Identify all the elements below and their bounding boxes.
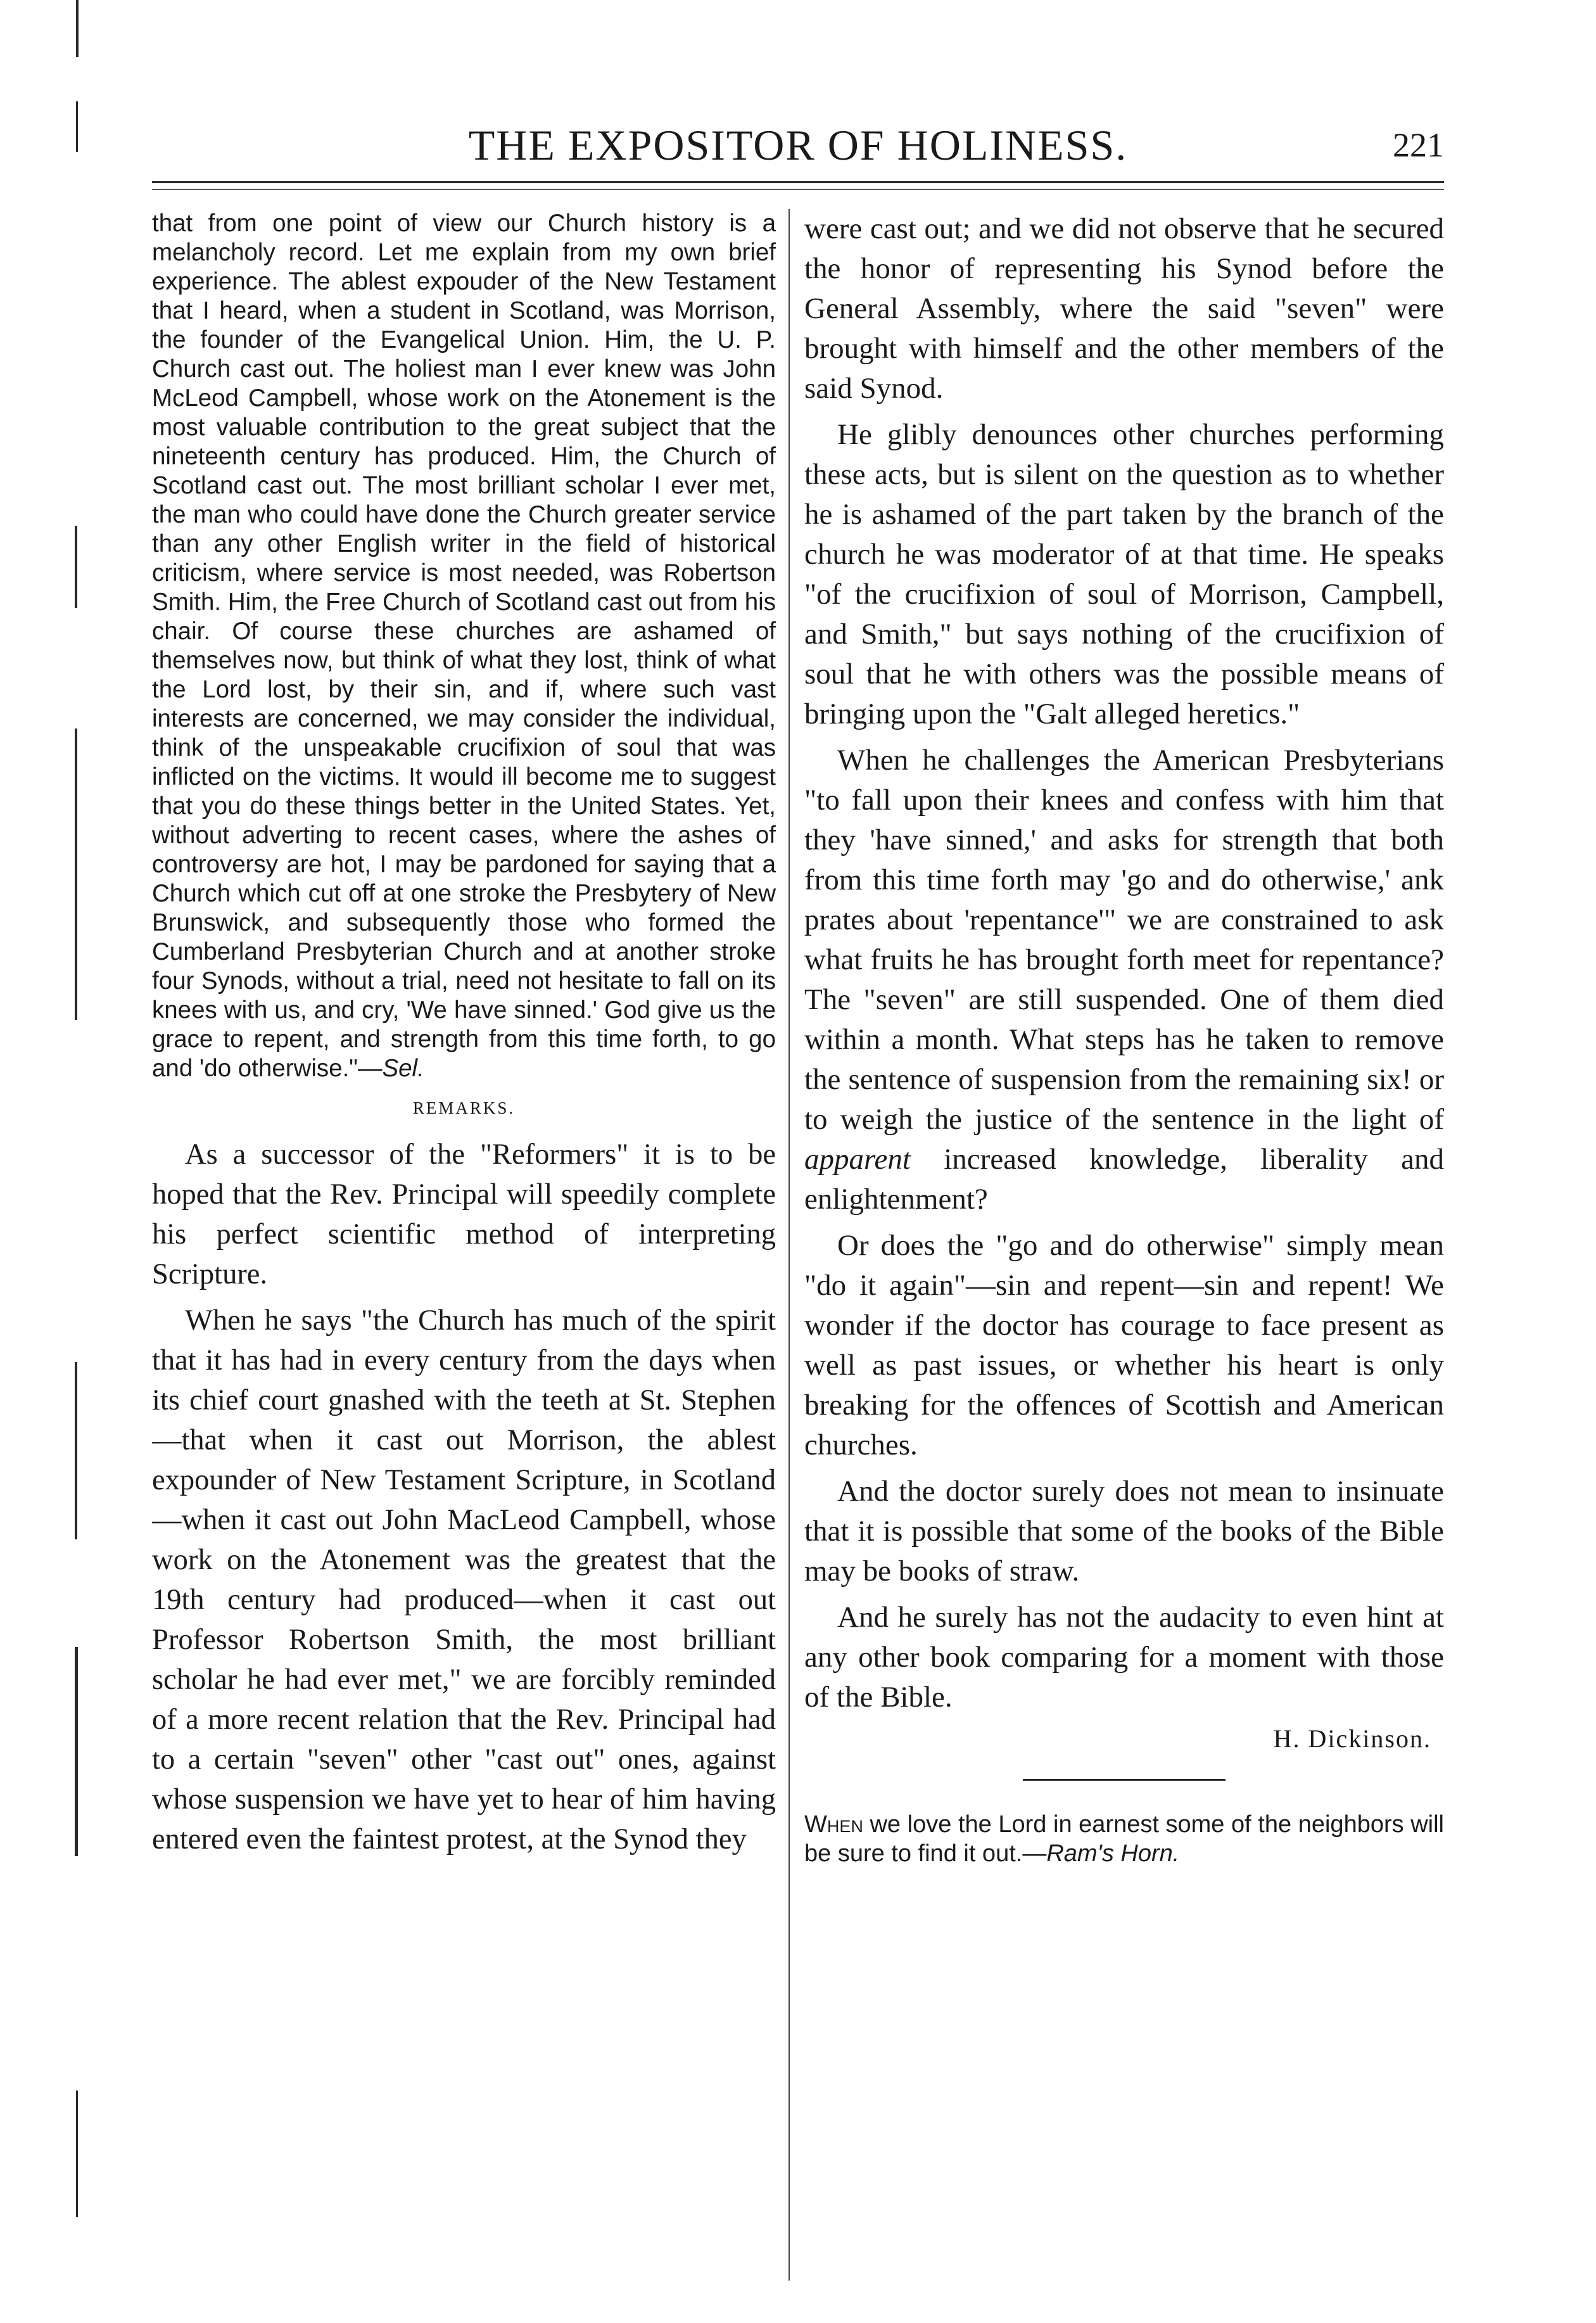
section-rule (1023, 1779, 1226, 1781)
body-paragraph: Or does the "go and do otherwise" simply mean "do it again"—sin and repent—sin and repent! We wonder if the doctor has courage to face present as well as past issues, or whether his heart is only breaking for the offences of Scottish and American churches. (804, 1229, 1444, 1461)
scan-mark (75, 729, 77, 1020)
page (152, 120, 1444, 2230)
filler-item (804, 1810, 1444, 1868)
quote-text: that from one point of view our Church history is a melancholy record. Let me explain from my own brief experience. The ablest expouder of the New Testament that I heard, when a student in Scotland, was Morrison, the founder of the Evangelical Union. Him, the U. P. Church cast out. The holiest man I ever knew was John McLeod Campbell, whose work on the Atonement is the most valuable contribution to the great subject that the nineteenth century has produced. Him, the Church of Scotland cast out. The most brilliant scholar I ever met, the man who could have done the Church greater service than any other English writer in the field of historical criticism, where service is most needed, was Robertson Smith. Him, the Free Church of Scotland cast out from his chair. Of course these churches are ashamed of themselves now, but think of what they lost, think of what the Lord lost, by their sin, and if, where such vast interests are concerned, we may consider the individual, think of the unspeakable crucifixion of soul that was inflicted on the victims. It would ill become me to suggest that you do these things better in the United States. Yet, without adverting to recent cases, where the ashes of controversy are hot, I may be pardoned for saying that a Church which cut off at one stroke the Presbytery of New Brunswick, and subsequently those who formed the Cumberland Presbyterian Church and at another stroke four Synods, without a trial, need not hesitate to fall on its knees with us, and cry, 'We have sinned.' God give us the grace to repent, and strength from this time forth, to go and 'do otherwise."— (152, 210, 776, 1082)
body-paragraph: were cast out; and we did not observe that he secured the honor of representing his Synod before the General Assembly, where the said "seven" were brought with himself and the other members of the said Synod. (804, 212, 1444, 405)
paragraph-text: increased knowledge, liberality and enlightenment? (804, 1143, 1444, 1216)
filler-text: we love the Lord in earnest some of the neighbors will be sure to find it out.— (804, 1811, 1444, 1867)
body-paragraph (804, 741, 1444, 1219)
filler-source: Ram's Horn. (1046, 1840, 1180, 1867)
paragraph-text: When he challenges the American Presbyterians "to fall upon their knees and confess with him that they 'have sinned,' and asks for strength that both from this time forth may 'go and do otherwise,' ank prates about 'repentance'" we are constrained to ask what fruits he has brought forth meet for repentance? The "seven" are still suspended. One of them died within a month. What steps has he taken to remove the sentence of suspension from the remaining six! or to weigh the justice of the sentence in the light of (804, 744, 1444, 1136)
scan-mark (76, 2091, 78, 2217)
page-header (152, 120, 1444, 177)
author-signature: H. Dickinson. (1273, 1724, 1431, 1753)
filler-lead: When (804, 1811, 863, 1838)
header-rule (152, 189, 1444, 190)
right-column (804, 209, 1444, 1868)
body-paragraph: As a successor of the "Reformers" it is to be hoped that the Rev. Principal will speedily complete his perfect scientific method of interpreting Scripture. (152, 1138, 776, 1290)
body-paragraph: He glibly denounces other churches performing these acts, but is silent on the question as to whether he is ashamed of the part taken by the branch of the church he was moderator of at that time. He speaks "of the crucifixion of soul of Morrison, Campbell, and Smith," but says nothing of the crucifixion of soul that he with others was the possible means of bringing upon the "Galt alleged heretics." (804, 418, 1444, 730)
scan-mark (76, 101, 78, 152)
columns (152, 209, 1444, 2230)
italic-word: apparent (804, 1143, 911, 1176)
body-paragraph: When he says "the Church has much of the spirit that it has had in every century from the days when its chief court gnashed with the teeth at St. Stephen—that when it cast out Morrison, the ablest expounder of New Testament Scripture, in Scotland—when it cast out John MacLeod Campbell, whose work on the Atonement was the greatest that the 19th century had produced—when it cast out Professor Robertson Smith, the most brilliant scholar he had ever met," we are forcibly reminded of a more recent relation that the Rev. Principal had to a certain "seven" other "cast out" ones, against whose suspension we have yet to hear of him having entered even the faintest protest, at the Synod they (152, 1304, 776, 1855)
page-number: 221 (1393, 126, 1444, 164)
scan-mark (75, 526, 77, 608)
column-rule (788, 209, 790, 2281)
header-rule (152, 181, 1444, 183)
remarks-heading: REMARKS. (412, 1098, 516, 1117)
body-paragraph: And the doctor surely does not mean to insinuate that it is possible that some of the books of the Bible may be books of straw. (804, 1475, 1444, 1588)
quoted-address (152, 209, 776, 1083)
scan-mark (76, 0, 79, 57)
scan-mark (75, 1647, 78, 1856)
scan-mark (75, 1362, 77, 1539)
left-column (152, 209, 776, 1866)
body-paragraph: And he surely has not the audacity to even hint at any other book comparing for a moment with those of the Bible. (804, 1601, 1444, 1714)
running-head: THE EXPOSITOR OF HOLINESS. (468, 121, 1128, 169)
quote-source: Sel. (382, 1055, 424, 1082)
